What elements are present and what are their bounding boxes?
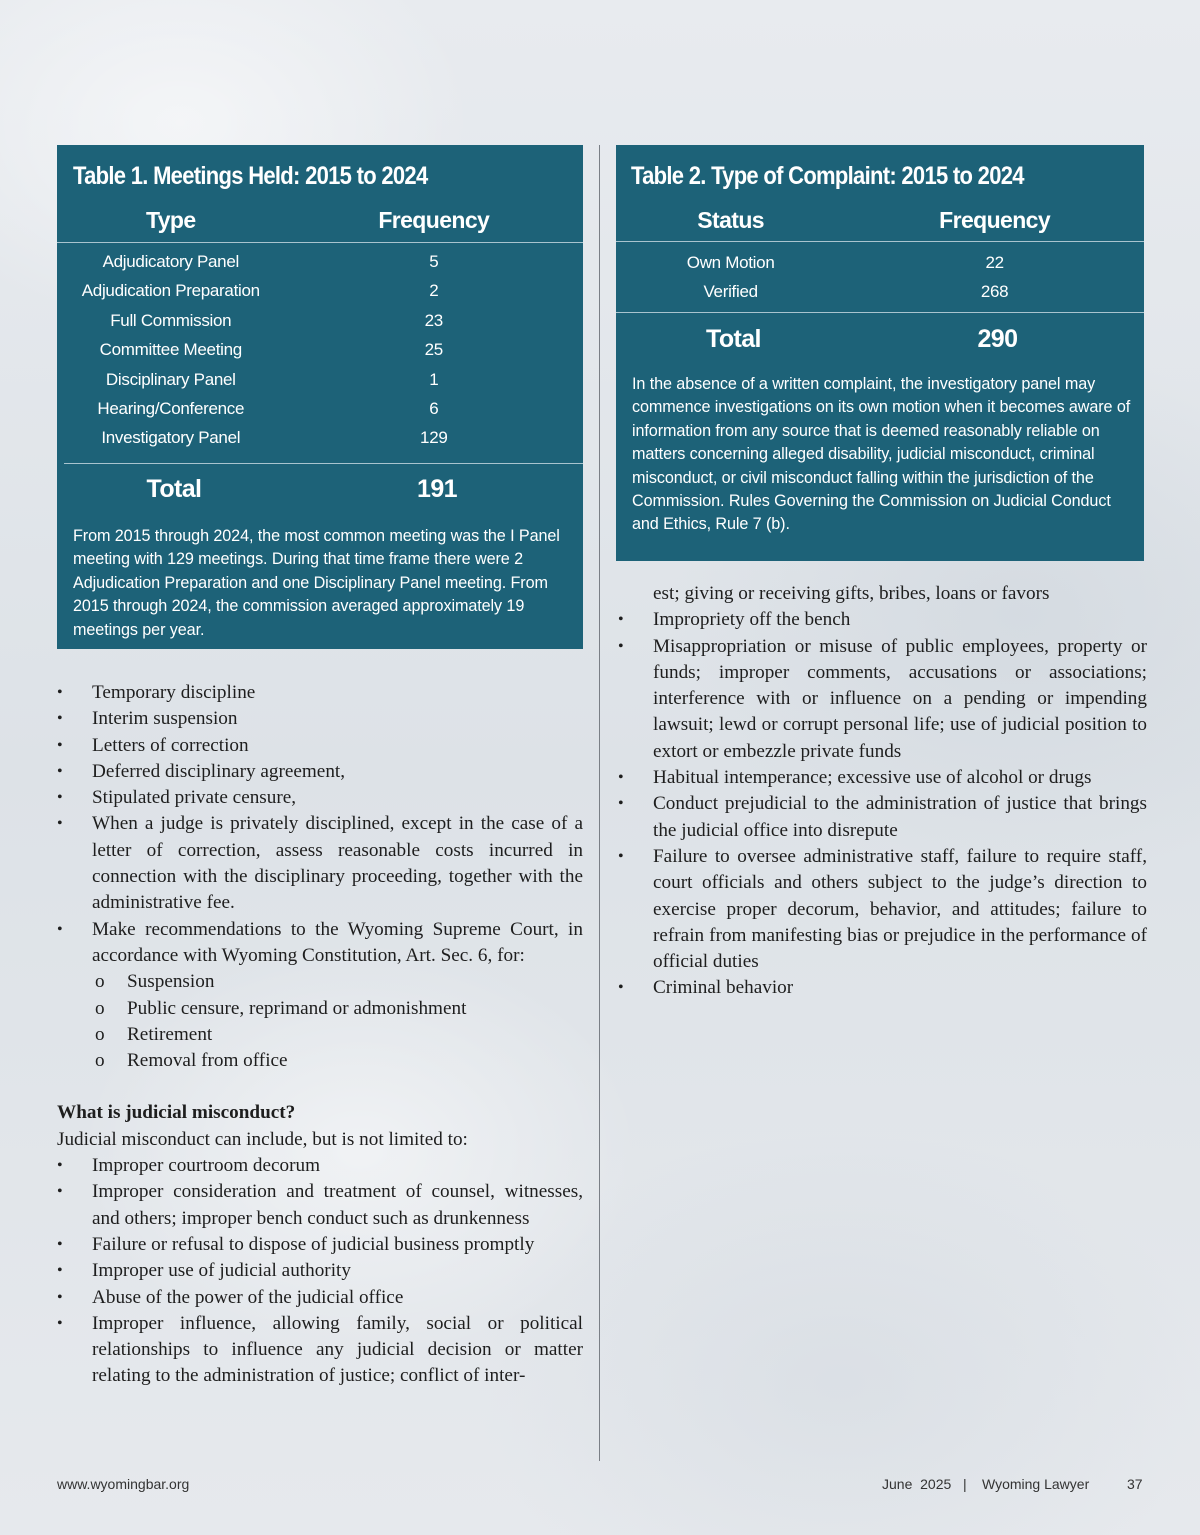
table2-title: Table 2. Type of Complaint: 2015 to 2024 xyxy=(631,162,1024,190)
table1-cell-type: Hearing/Conference xyxy=(97,398,245,418)
list-item: • Improper influence, allowing family, social or political relationships to influence any judicial decision or matter relating to the administration of justice; conflict of inter- xyxy=(57,1311,583,1390)
list-item: • Impropriety off the bench xyxy=(618,607,1147,633)
table2-cell-status: Verified xyxy=(703,282,758,302)
table2-total-label: Total xyxy=(706,325,761,353)
table1-header-row xyxy=(57,207,583,234)
discipline-options-list xyxy=(57,680,583,969)
table2-cell-frequency: 268 xyxy=(980,282,1009,302)
table1-cell-frequency: 5 xyxy=(429,252,439,271)
list-item: • Criminal behavior xyxy=(618,975,1147,1001)
table1-cell-frequency: 23 xyxy=(424,310,443,330)
right-column xyxy=(618,581,1147,1002)
table2-header-row xyxy=(616,207,1144,234)
list-item: • Habitual intemperance; excessive use of alcohol or drugs xyxy=(618,765,1147,791)
misconduct-list xyxy=(57,1153,583,1390)
table-row xyxy=(616,248,1144,277)
table1-cell-type: Adjudicatory Panel xyxy=(102,252,239,271)
table1-cell-type: Full Commission xyxy=(110,310,232,330)
table1-cell-type: Disciplinary Panel xyxy=(105,369,236,389)
list-item: • Deferred disciplinary agreement, xyxy=(57,759,583,785)
misconduct-intro: Judicial misconduct can include, but is not limited to: xyxy=(57,1128,468,1150)
table-row xyxy=(616,277,1144,306)
table-row xyxy=(57,394,583,423)
continuation-text: est; giving or receiving gifts, bribes, loans or favors xyxy=(653,583,1050,604)
table2-col-frequency: Frequency xyxy=(939,207,1051,233)
footer-publication: Wyoming Lawyer xyxy=(982,1476,1090,1492)
table1-total-value: 191 xyxy=(417,475,457,503)
table1-cell-frequency: 1 xyxy=(429,369,439,389)
misconduct-list-continued xyxy=(618,607,1147,1001)
misconduct-heading: What is judicial misconduct? xyxy=(57,1102,296,1124)
table2-body xyxy=(616,248,1144,307)
sub-list-item: o Public censure, reprimand or admonishment xyxy=(57,996,583,1022)
table2-cell-frequency: 22 xyxy=(985,253,1004,272)
sub-list-item: o Retirement xyxy=(57,1022,583,1048)
table1-cell-frequency: 25 xyxy=(424,340,443,360)
table2-note: In the absence of a written complaint, the investigatory panel may commence investigations on its own motion when it becomes aware of information from any source that is deemed reasonably reliable on matters concerning alleged disability, judicial misconduct, criminal misconduct, or civil misconduct falling within the jurisdiction of the Commission. Rules Governing the Commission on Judicial Conduct and Ethics, Rule 7 (b). xyxy=(632,375,1131,534)
recommendation-sub-list xyxy=(57,969,583,1074)
list-item: • Make recommendations to the Wyoming Supreme Court, in accordance with Wyoming Constitution, Art. Sec. 6, for: xyxy=(57,917,583,970)
table2-cell-status: Own Motion xyxy=(686,253,775,272)
table1-cell-type: Adjudication Preparation xyxy=(81,281,260,301)
table-row xyxy=(57,276,583,305)
sub-list-item: o Removal from office xyxy=(57,1048,583,1074)
spacer xyxy=(57,1074,583,1100)
table2-total-rule xyxy=(616,312,1144,313)
list-item: • Temporary discipline xyxy=(57,680,583,706)
list-item: • Failure to oversee administrative staff, failure to require staff, court officials and others subject to the judge’s direction to exercise proper decorum, behavior, and attitudes; failure to refrain from manifesting bias or prejudice in the performance of official duties xyxy=(618,844,1147,975)
table1-total-rule xyxy=(64,463,583,464)
table-complaint-type xyxy=(616,145,1144,561)
table1-col-type: Type xyxy=(145,207,196,233)
table2-header-rule xyxy=(616,241,1144,242)
left-column xyxy=(57,680,583,1390)
list-item: • Improper consideration and treatment of counsel, witnesses, and others; improper bench conduct such as drunkenness xyxy=(57,1179,583,1232)
list-item: • Failure or refusal to dispose of judicial business promptly xyxy=(57,1232,583,1258)
footer-page-number: 37 xyxy=(1127,1476,1143,1492)
table1-note: From 2015 through 2024, the most common meeting was the I Panel meeting with 129 meetings. During that time frame there were 2 Adjudication Preparation and one Disciplinary Panel meeting. From 2015 through 2024, the commission averaged approximately 19 meetings per year. xyxy=(73,527,560,639)
column-divider xyxy=(599,145,600,1461)
list-item: • Stipulated private censure, xyxy=(57,785,583,811)
table1-cell-frequency: 129 xyxy=(420,428,448,448)
table1-body xyxy=(57,247,583,453)
list-item: • Letters of correction xyxy=(57,733,583,759)
table2-col-status: Status xyxy=(697,207,764,233)
footer-separator: | xyxy=(963,1476,967,1492)
table1-title: Table 1. Meetings Held: 2015 to 2024 xyxy=(73,162,428,190)
footer-date: June 2025 xyxy=(882,1476,952,1492)
table-meetings-held xyxy=(57,145,583,649)
list-item: • Interim suspension xyxy=(57,706,583,732)
table-row xyxy=(57,306,583,335)
list-item: • Misappropriation or misuse of public employees, property or funds; improper comments, accusations or associations; interference with or influence on a pending or impending lawsuit; lewd or corrupt personal life; use of judicial position to extort or embezzle private funds xyxy=(618,634,1147,765)
sub-list-item: o Suspension xyxy=(57,969,583,995)
table1-cell-type: Investigatory Panel xyxy=(101,428,241,448)
table-row xyxy=(57,335,583,364)
footer-website: www.wyomingbar.org xyxy=(57,1476,190,1492)
table1-col-frequency: Frequency xyxy=(378,207,490,233)
list-item: • Abuse of the power of the judicial office xyxy=(57,1285,583,1311)
table2-total-row xyxy=(616,325,1144,354)
table-row xyxy=(57,365,583,394)
list-item: • Conduct prejudicial to the administration of justice that brings the judicial office into disrepute xyxy=(618,791,1147,844)
table1-cell-type: Committee Meeting xyxy=(99,340,242,360)
table1-header-rule xyxy=(57,242,583,243)
table-row xyxy=(57,247,583,276)
table1-cell-frequency: 6 xyxy=(429,398,439,418)
list-item: • Improper courtroom decorum xyxy=(57,1153,583,1179)
list-item: • Improper use of judicial authority xyxy=(57,1258,583,1284)
table1-total-label: Total xyxy=(146,475,202,503)
table1-total-row xyxy=(57,475,583,504)
table-row xyxy=(57,423,583,452)
table1-cell-frequency: 2 xyxy=(429,281,439,301)
table2-total-value: 290 xyxy=(977,325,1018,353)
list-item: • When a judge is privately disciplined, except in the case of a letter of correction, assess reasonable costs incurred in connection with the disciplinary proceeding, together with the administrative fee. xyxy=(57,811,583,916)
